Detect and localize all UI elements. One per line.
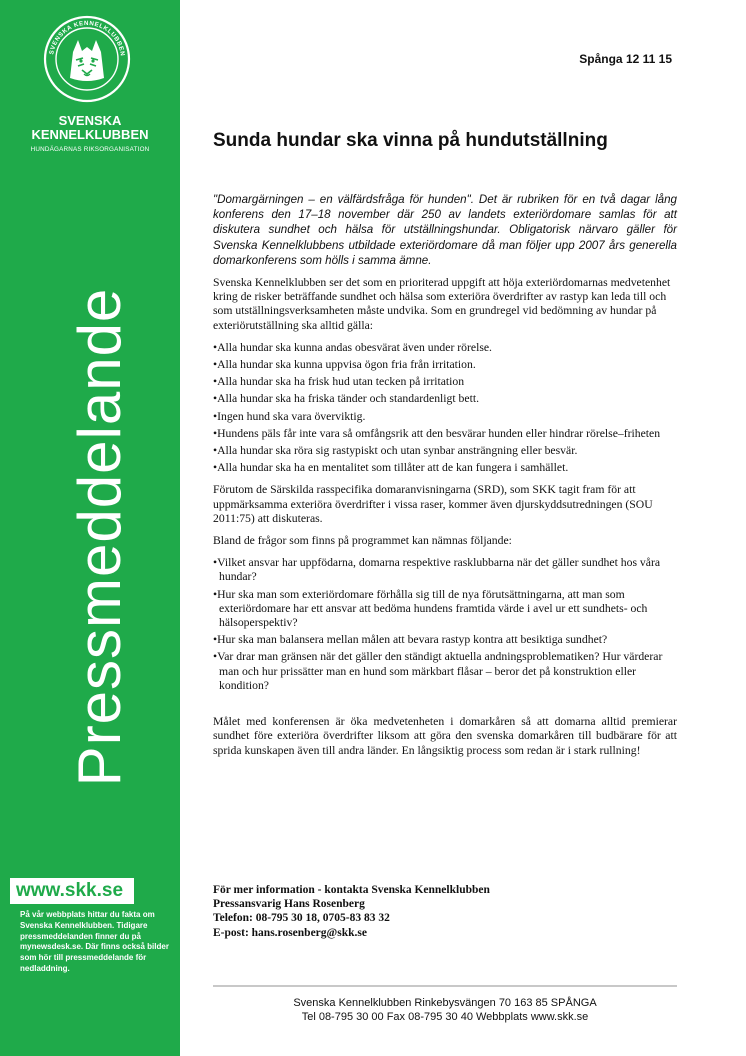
website-info: På vår webbplats hittar du fakta om Svenska Kennelklubben. Tidigare pressmeddelanden finner du på mynewsdesk.se. Där finns också bilder som hör till pressmeddelande för nedladdning. xyxy=(20,910,169,973)
srd-paragraph: Förutom de Särskilda rasspecifika domaranvisningarna (SRD), som SKK tagit fram för att uppmärksamma exteriöra överdrifter i vissa raser, kommer även djurskyddsutredningen (SOU 2011:75) att diskuteras. xyxy=(213,483,653,525)
list-item: • Vilket ansvar har uppfödarna, domarna respektive rasklubbarna när det gäller sundhet hos våra hundar? xyxy=(213,556,677,584)
questions-list xyxy=(213,556,677,693)
website-link[interactable]: www.skk.se xyxy=(16,880,124,901)
footer-divider xyxy=(213,985,677,987)
questions-intro: Bland de frågor som finns på programmet kan nämnas följande: xyxy=(213,534,512,548)
headline: Sunda hundar ska vinna på hundutställning xyxy=(213,130,608,151)
vertical-title: Pressmeddelande xyxy=(66,287,133,787)
contact-email[interactable]: E-post: hans.rosenberg@skk.se xyxy=(213,926,367,939)
rules-list xyxy=(213,341,677,476)
list-item: • Ingen hund ska vara överviktig. xyxy=(213,410,677,424)
list-item: • Alla hundar ska kunna uppvisa ögon fria från irritation. xyxy=(213,358,677,372)
article-body xyxy=(213,192,677,766)
footer-address: Svenska Kennelklubben Rinkebysvängen 70 163 85 SPÅNGA xyxy=(293,997,597,1009)
org-name-line1: SVENSKA xyxy=(58,113,122,128)
sidebar xyxy=(0,0,180,1056)
lead-paragraph: "Domargärningen – en välfärdsfråga för hunden". Det är rubriken för en två dagar lång konferens den 17–18 november där 250 av landets exteriördomare samlas för att diskutera sundhet och hälsa för utställningshundar. Obligatorisk närvaro gäller för Svenska Kennelklubbens utbildade exteriördomare då man följer upp 2007 års generella domarkonferens som hölls i samma ämne. xyxy=(213,193,677,267)
svg-text:SVENSKA KENNELKLUBBEN: SVENSKA KENNELKLUBBEN xyxy=(48,19,126,57)
list-item: • Alla hundar ska röra sig rastypiskt och utan synbar ansträngning eller besvär. xyxy=(213,444,677,458)
list-item: • Hur ska man balansera mellan målen att bevara rastyp kontra att besiktiga sundhet? xyxy=(213,633,677,647)
press-date: Spånga 12 11 15 xyxy=(579,52,672,66)
contact-block xyxy=(213,883,613,940)
list-item: • Var drar man gränsen när det gäller den ständigt aktuella andningsproblematiken? Hur värderar man och hur prissätter man en hund som märkbart flåsar – beror det på konstruktion eller kondition? xyxy=(213,650,677,693)
contact-phone: Telefon: 08-795 30 18, 0705-83 83 32 xyxy=(213,912,390,925)
kennel-club-logo xyxy=(42,14,132,104)
footer-phone: Tel 08-795 30 00 Fax 08-795 30 40 Webbplats www.skk.se xyxy=(301,1011,589,1023)
org-tagline: HUNDÄGARNAS RIKSORGANISATION xyxy=(30,146,150,153)
list-item: • Alla hundar ska kunna andas obesvärat även under rörelse. xyxy=(213,341,677,355)
list-item: • Hundens päls får inte vara så omfångsrik att den besvärar hunden eller hindrar rörelse–friheten xyxy=(213,427,677,441)
list-item: • Hur ska man som exteriördomare förhålla sig till de nya förutsättningarna, att man som exteriördomare har ett ansvar att bedöma hundens framtida värde i avel ur ett sundhets- och hälsoperspektiv? xyxy=(213,588,677,631)
footer xyxy=(213,996,677,1024)
list-item: • Alla hundar ska ha friska tänder och standardenligt bett. xyxy=(213,392,677,406)
list-item: • Alla hundar ska ha en mentalitet som tillåter att de kan fungera i samhället. xyxy=(213,461,677,475)
list-item: • Alla hundar ska ha frisk hud utan tecken på irritation xyxy=(213,375,677,389)
conclusion-paragraph: Målet med konferensen är öka medvetenheten i domarkåren så att domarna alltid premierar sundhet före exteriöra överdrifter liksom att göra den svenska domarkåren till budbärare för att sprida kunskapen även till andra länder. En långsiktig process som redan är i stark rullning! xyxy=(213,715,677,757)
contact-heading: För mer information - kontakta Svenska Kennelklubben xyxy=(213,884,490,896)
contact-person: Pressansvarig Hans Rosenberg xyxy=(213,898,365,911)
org-name-line2: KENNELKLUBBEN xyxy=(31,127,149,142)
intro-paragraph: Svenska Kennelklubben ser det som en prioriterad uppgift att höja exteriördomarnas medvetenhet kring de risker beträffande sundhet och hälsa som exteriöra överdrifter av rastyp kan leda till och som utställningsverksamheten måste undvika. Som en grundregel vid bedömning av hundar på exteriörutställning ska alltid gälla: xyxy=(213,276,671,332)
